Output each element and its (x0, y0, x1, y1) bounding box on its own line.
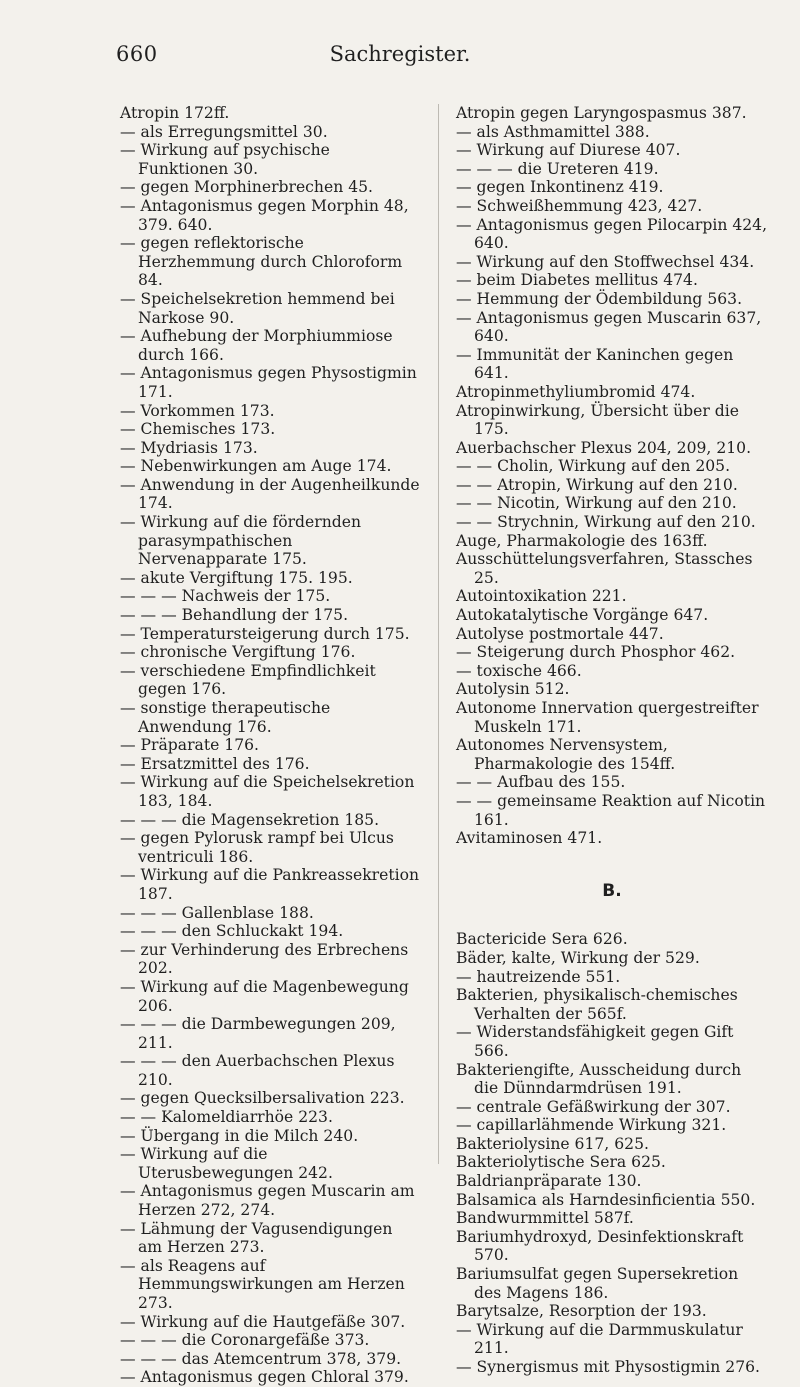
index-entry: Bactericide Sera 626. (456, 930, 628, 949)
index-entry: Bakterien, physikalisch-chemisches Verhalten der 565f. (456, 986, 738, 1023)
index-entry: — Antagonismus gegen Physostigmin 171. (120, 364, 417, 401)
index-entry: — Synergismus mit Physostigmin 276. (456, 1358, 760, 1376)
index-entry: — capillarlähmende Wirkung 321. (456, 1116, 727, 1135)
index-entry: — gegen Inkontinenz 419. (456, 178, 664, 197)
index-entry: Bäder, kalte, Wirkung der 529. (456, 948, 700, 967)
index-entry: Ausschüttelungsverfahren, Stassches 25. (456, 550, 753, 587)
index-entry: — Temperatursteigerung durch 175. (120, 624, 410, 643)
index-entry: Bakteriengifte, Ausscheidung durch die Dünndarmdrüsen 191. (456, 1060, 742, 1098)
index-entry: Atropinmethyliumbromid 474. (456, 382, 696, 401)
index-entry: — chronische Vergiftung 176. (120, 643, 356, 662)
index-entry: — — Kalomeldiarrhöe 223. (120, 1108, 333, 1127)
index-entry: — hautreizende 551. (456, 967, 621, 986)
section-letter: B. (602, 880, 622, 901)
index-entry: Atropin 172ff. (120, 104, 230, 122)
index-entry: — als Asthmamittel 388. (456, 122, 650, 141)
index-entry: — Antagonismus gegen Chloral 379. (120, 1368, 409, 1387)
index-entry: — — — die Coronargefäße 373. (120, 1331, 370, 1350)
index-entry: — Lähmung der Vagusendigungen am Herzen 273. (120, 1219, 393, 1257)
index-entry: — — — Nachweis der 175. (120, 587, 331, 606)
index-entry: — gegen Pylorusk rampf bei Ulcus ventriculi 186. (120, 829, 394, 866)
index-entry: — Wirkung auf den Stoffwechsel 434. (456, 252, 755, 271)
index-column-right (456, 104, 768, 1377)
page-number: 660 (116, 42, 158, 66)
index-entry: Autointoxikation 221. (456, 587, 627, 606)
index-entry: — Antagonismus gegen Muscarin am Herzen 272, 274. (120, 1182, 415, 1220)
index-entry: Avitaminosen 471. (456, 829, 603, 848)
index-entry: — Antagonismus gegen Morphin 48, 379. 640. (120, 196, 409, 234)
index-entry: — Steigerung durch Phosphor 462. (456, 643, 736, 662)
index-entry: Auge, Pharmakologie des 163ff. (456, 531, 708, 550)
index-entry: — Wirkung auf psychische Funktionen 30. (120, 141, 330, 178)
index-entry: — Aufhebung der Morphiummiose durch 166. (120, 327, 393, 364)
index-entry: — Hemmung der Ödembildung 563. (456, 289, 743, 308)
index-entry: — — — die Magensekretion 185. (120, 810, 380, 829)
index-entry: Bakteriolytische Sera 625. (456, 1153, 666, 1172)
index-entry: Autolyse postmortale 447. (456, 624, 664, 643)
index-entry: Auerbachscher Plexus 204, 209, 210. (456, 438, 752, 457)
index-entry: — — — den Auerbachschen Plexus 210. (120, 1052, 395, 1089)
index-entry: Bandwurmmittel 587f. (456, 1209, 634, 1228)
index-entry: Atropin gegen Laryngospasmus 387. (456, 104, 747, 122)
index-entry: — Präparate 176. (120, 736, 259, 755)
index-entry: — — Nicotin, Wirkung auf den 210. (456, 494, 737, 513)
index-entry: — centrale Gefäßwirkung der 307. (456, 1097, 731, 1116)
index-entry: Balsamica als Harndesinficientia 550. (456, 1190, 756, 1209)
index-section-a (456, 104, 768, 848)
index-entry: — Wirkung auf die Magenbewegung 206. (120, 977, 409, 1015)
index-entry: — — gemeinsame Reaktion auf Nicotin 161. (456, 791, 766, 829)
index-entry: — Mydriasis 173. (120, 438, 258, 457)
index-entry: — — — Behandlung der 175. (120, 606, 349, 625)
index-entry: Atropinwirkung, Übersicht über die 175. (456, 401, 739, 439)
index-entry: Baldrianpräparate 130. (456, 1172, 642, 1191)
column-divider (438, 104, 439, 1164)
index-entry: — gegen reflektorische Herzhemmung durch Chloroform 84. (120, 234, 403, 290)
index-entry: — als Erregungsmittel 30. (120, 122, 328, 141)
index-entry: Bariumhydroxyd, Desinfektionskraft 570. (456, 1227, 744, 1265)
index-entry: — — — Gallenblase 188. (120, 903, 314, 922)
index-entry: — Wirkung auf die fördernden parasympathischen Nervenapparate 175. (120, 513, 362, 569)
index-entry: — — Cholin, Wirkung auf den 205. (456, 457, 731, 476)
index-entry: — Ersatzmittel des 176. (120, 754, 310, 773)
index-entry: — verschiedene Empfindlichkeit gegen 176. (120, 661, 376, 699)
index-entry: — Antagonismus gegen Muscarin 637, 640. (456, 308, 762, 346)
index-entry: — Nebenwirkungen am Auge 174. (120, 457, 392, 476)
index-entry: — Immunität der Kaninchen gegen 641. (456, 345, 734, 383)
index-entry: Autolysin 512. (456, 680, 570, 699)
index-entry: Bariumsulfat gegen Supersekretion des Magens 186. (456, 1265, 739, 1302)
index-entry: — Speichelsekretion hemmend bei Narkose 90. (120, 289, 395, 327)
index-entry: — — — das Atemcentrum 378, 379. (120, 1349, 402, 1368)
index-entry: — beim Diabetes mellitus 474. (456, 271, 698, 290)
index-entry: — sonstige therapeutische Anwendung 176. (120, 699, 331, 736)
index-entry: — Wirkung auf die Uterusbewegungen 242. (120, 1145, 333, 1182)
index-entry: — gegen Morphinerbrechen 45. (120, 178, 373, 197)
index-entry: — als Reagens auf Hemmungswirkungen am Herzen 273. (120, 1256, 405, 1312)
index-entry: — — — den Schluckakt 194. (120, 922, 344, 941)
index-entry: — Wirkung auf die Pankreassekretion 187. (120, 866, 420, 903)
index-entry: — akute Vergiftung 175. 195. (120, 568, 353, 587)
index-entry: — Wirkung auf die Speichelsekretion 183, 184. (120, 773, 415, 810)
index-entry: — zur Verhinderung des Erbrechens 202. (120, 940, 409, 978)
index-entry: — Chemisches 173. (120, 420, 276, 439)
index-entry: — Antagonismus gegen Pilocarpin 424, 640. (456, 215, 768, 253)
index-entry: Barytsalze, Resorption der 193. (456, 1302, 707, 1321)
index-entry: — Wirkung auf die Darmmuskulatur 211. (456, 1320, 743, 1358)
index-entry: — Anwendung in der Augenheilkunde 174. (120, 475, 420, 513)
running-head: Sachregister. (329, 42, 471, 66)
index-entry: — Wirkung auf die Hautgefäße 307. (120, 1312, 406, 1331)
index-entry: — — — die Darmbewegungen 209, 211. (120, 1015, 396, 1052)
index-entry: — Schweißhemmung 423, 427. (456, 196, 703, 215)
index-entry: Autonomes Nervensystem, Pharmakologie des 154ff. (456, 736, 676, 773)
index-entry: Bakteriolysine 617, 625. (456, 1134, 649, 1153)
index-entry: Autokatalytische Vorgänge 647. (456, 606, 709, 625)
index-section-b (456, 930, 768, 1376)
index-entry: — toxische 466. (456, 661, 582, 680)
index-entry: — Übergang in die Milch 240. (120, 1126, 359, 1145)
index-entry: — Wirkung auf Diurese 407. (456, 141, 681, 160)
index-entry: — gegen Quecksilbersalivation 223. (120, 1089, 405, 1108)
index-entry: — — Strychnin, Wirkung auf den 210. (456, 513, 756, 532)
index-entry: — — Aufbau des 155. (456, 773, 626, 792)
index-entry: — Widerstandsfähigkeit gegen Gift 566. (456, 1023, 734, 1060)
index-entry: — — — die Ureteren 419. (456, 159, 659, 178)
index-entry: — Vorkommen 173. (120, 401, 275, 420)
index-column-left (120, 104, 420, 1387)
index-entry: — — Atropin, Wirkung auf den 210. (456, 475, 738, 494)
index-entry: Autonome Innervation quergestreifter Muskeln 171. (456, 699, 759, 736)
